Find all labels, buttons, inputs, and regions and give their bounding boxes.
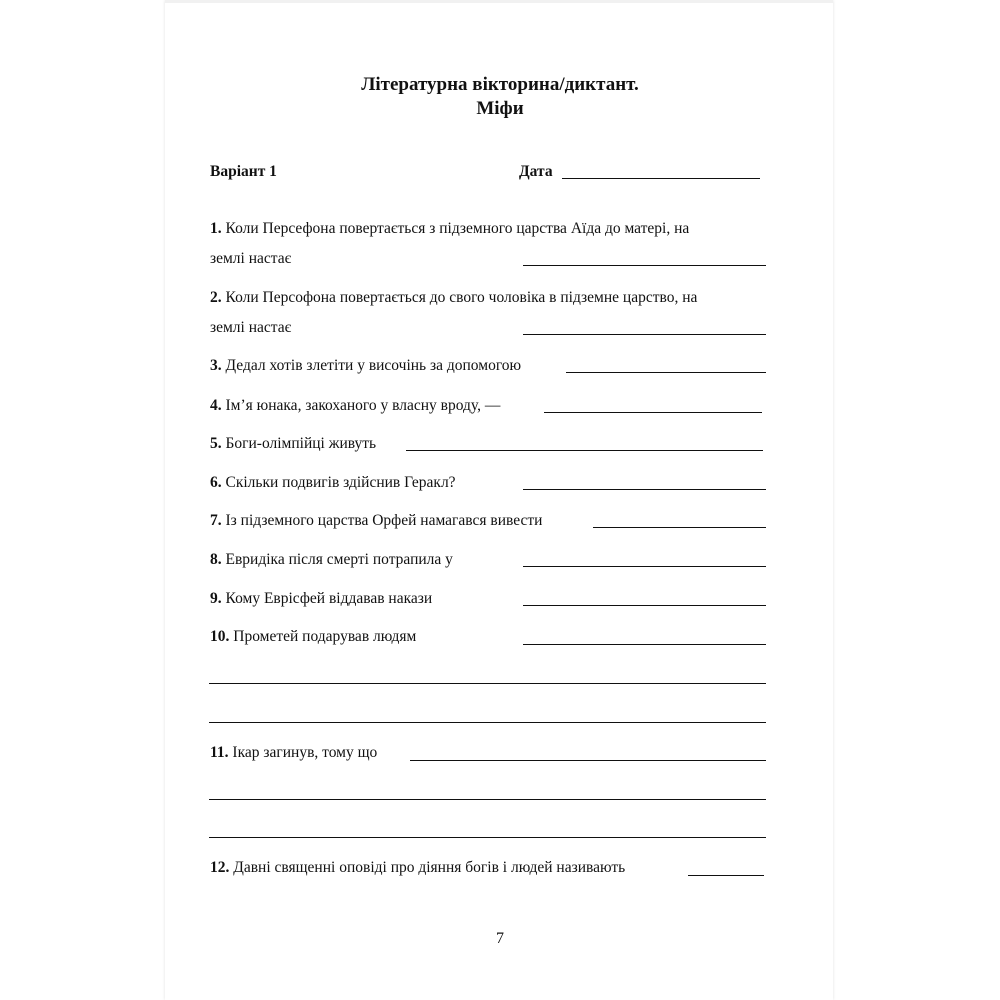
- question-6-answer-line[interactable]: [523, 489, 766, 490]
- question-4-text: Ім’я юнака, закоханого у власну вроду, —: [225, 397, 501, 414]
- question-4-number: 4.: [210, 397, 222, 414]
- date-answer-line[interactable]: [562, 178, 760, 179]
- question-9-text: Кому Еврісфей віддавав накази: [225, 590, 433, 607]
- question-10-answer-line-2[interactable]: [209, 683, 766, 684]
- question-12: [210, 858, 625, 878]
- question-7-number: 7.: [210, 512, 222, 529]
- question-8: [210, 550, 453, 570]
- question-5-text: Боги-олімпійці живуть: [225, 435, 377, 452]
- question-11-number: 11.: [210, 744, 229, 761]
- question-7-text: Із підземного царства Орфей намагався вивести: [225, 512, 543, 529]
- question-1-line1: [210, 219, 689, 239]
- variant-label: Варіант 1: [210, 163, 277, 180]
- question-7: [210, 511, 542, 531]
- question-9-number: 9.: [210, 590, 222, 607]
- question-2-number: 2.: [210, 289, 222, 306]
- question-1-line2: землі настає: [210, 250, 292, 267]
- question-8-number: 8.: [210, 551, 222, 568]
- question-10: [210, 627, 416, 647]
- date-label: Дата: [519, 163, 553, 180]
- question-6: [210, 473, 456, 493]
- question-3: [210, 356, 521, 376]
- question-8-answer-line[interactable]: [523, 566, 766, 567]
- question-3-answer-line[interactable]: [566, 372, 766, 373]
- question-10-number: 10.: [210, 628, 230, 645]
- question-7-answer-line[interactable]: [593, 527, 766, 528]
- question-2-answer-line[interactable]: [523, 334, 766, 335]
- question-3-text: Дедал хотів злетіти у височінь за допомогою: [225, 357, 522, 374]
- question-6-number: 6.: [210, 474, 222, 491]
- page-top-edge: [165, 0, 833, 3]
- question-12-text: Давні священні оповіді про діяння богів і людей називають: [233, 859, 626, 876]
- worksheet-page: [165, 0, 833, 1000]
- question-10-answer-line-3[interactable]: [209, 722, 766, 723]
- question-1-answer-line[interactable]: [523, 265, 766, 266]
- question-2-line1: [210, 288, 697, 308]
- question-6-text: Скільки подвигів здійснив Геракл?: [225, 474, 456, 491]
- question-11-answer-line-3[interactable]: [209, 837, 766, 838]
- question-9: [210, 589, 432, 609]
- page-subtitle: Міфи: [476, 98, 524, 119]
- question-2-line2: землі настає: [210, 319, 292, 336]
- question-10-answer-line-1[interactable]: [523, 644, 766, 645]
- question-2-text: Коли Персофона повертається до свого чоловіка в підземне царство, на: [225, 289, 698, 306]
- question-12-answer-line[interactable]: [688, 875, 764, 876]
- question-5: [210, 434, 376, 454]
- question-3-number: 3.: [210, 357, 222, 374]
- question-12-number: 12.: [210, 859, 230, 876]
- question-11-text: Ікар загинув, тому що: [232, 744, 378, 761]
- page-title: Літературна вікторина/диктант.: [361, 74, 639, 95]
- page-number: 7: [496, 930, 504, 947]
- question-5-answer-line[interactable]: [406, 450, 763, 451]
- question-4-answer-line[interactable]: [544, 412, 762, 413]
- question-9-answer-line[interactable]: [523, 605, 766, 606]
- question-11: [210, 743, 377, 763]
- question-1-number: 1.: [210, 220, 222, 237]
- question-4: [210, 396, 500, 416]
- question-5-number: 5.: [210, 435, 222, 452]
- question-11-answer-line-2[interactable]: [209, 799, 766, 800]
- question-1-text: Коли Персефона повертається з підземного царства Аїда до матері, на: [225, 220, 690, 237]
- question-10-text: Прометей подарував людям: [233, 628, 417, 645]
- question-11-answer-line-1[interactable]: [410, 760, 766, 761]
- question-8-text: Евридіка після смерті потрапила у: [225, 551, 453, 568]
